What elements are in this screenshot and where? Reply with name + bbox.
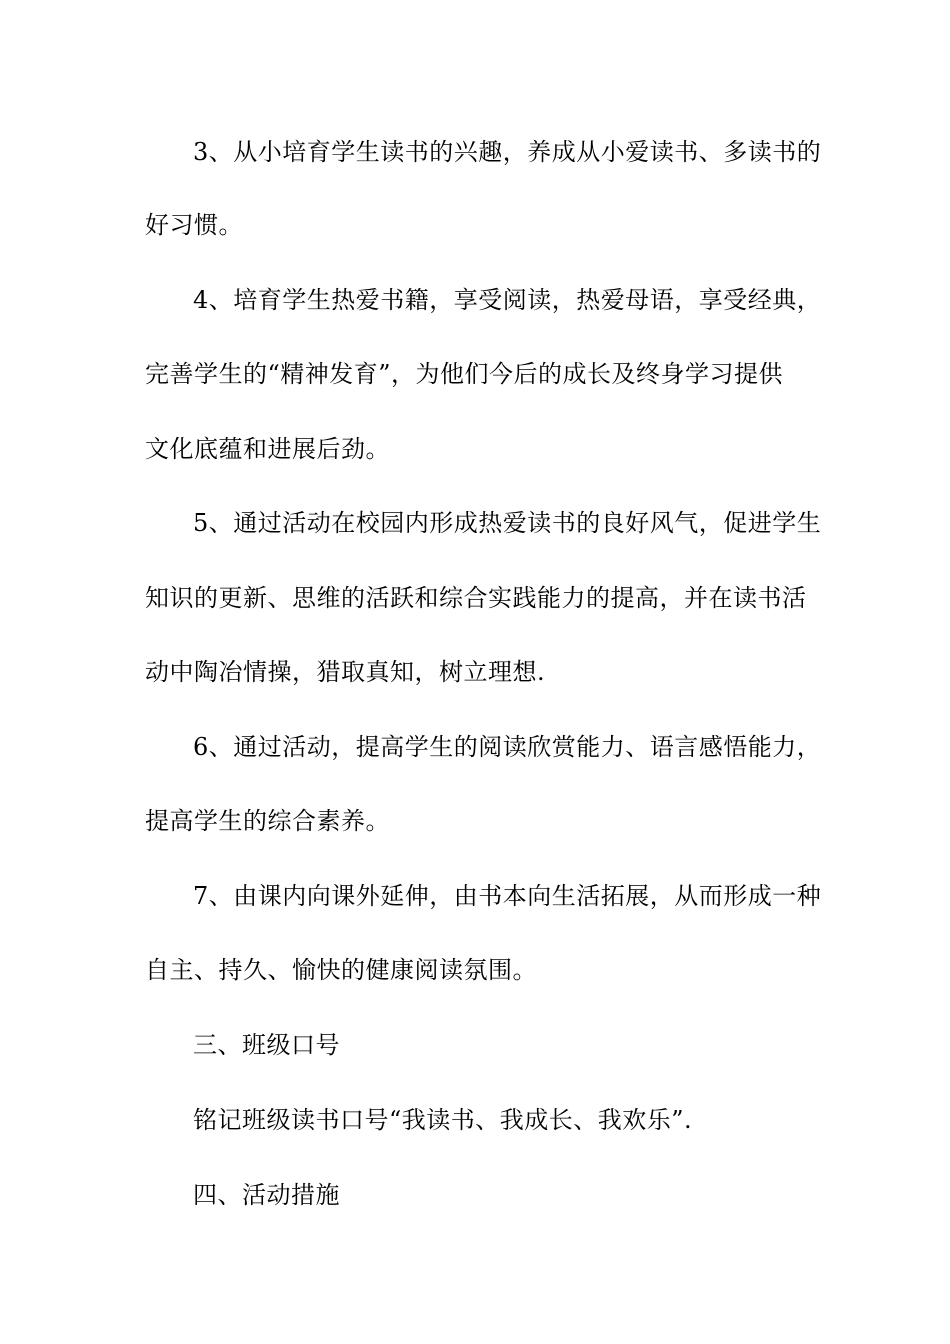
class-slogan-text: 铭记班级读书口号“我读书、我成长、我欢乐”.	[193, 1106, 693, 1134]
paragraph-6-line-1: 6、通过活动，提高学生的阅读欣赏能力、语言感悟能力，	[193, 733, 822, 761]
paragraph-5-line-2: 知识的更新、思维的活跃和综合实践能力的提高，并在读书活	[145, 584, 807, 612]
paragraph-3-line-2: 好习惯。	[145, 211, 243, 239]
paragraph-4-line-2: 完善学生的“精神发育”，为他们今后的成长及终身学习提供	[145, 360, 784, 388]
paragraph-6-line-2: 提高学生的综合素养。	[145, 807, 390, 835]
paragraph-4-line-3: 文化底蕴和进展后劲。	[145, 435, 390, 463]
paragraph-5-line-1: 5、通过活动在校园内形成热爱读书的良好风气，促进学生	[193, 509, 822, 537]
section-heading-class-slogan: 三、班级口号	[193, 1031, 340, 1059]
paragraph-4-line-1: 4、培育学生热爱书籍，享受阅读，热爱母语，享受经典，	[193, 286, 822, 314]
paragraph-5-line-3: 动中陶冶情操，猎取真知，树立理想.	[145, 658, 546, 686]
paragraph-7-line-2: 自主、持久、愉快的健康阅读氛围。	[145, 956, 537, 984]
paragraph-3-line-1: 3、从小培育学生读书的兴趣，养成从小爱读书、多读书的	[193, 138, 822, 166]
section-heading-activity-measures: 四、活动措施	[193, 1181, 340, 1209]
paragraph-7-line-1: 7、由课内向课外延伸，由书本向生活拓展，从而形成一种	[193, 882, 822, 910]
